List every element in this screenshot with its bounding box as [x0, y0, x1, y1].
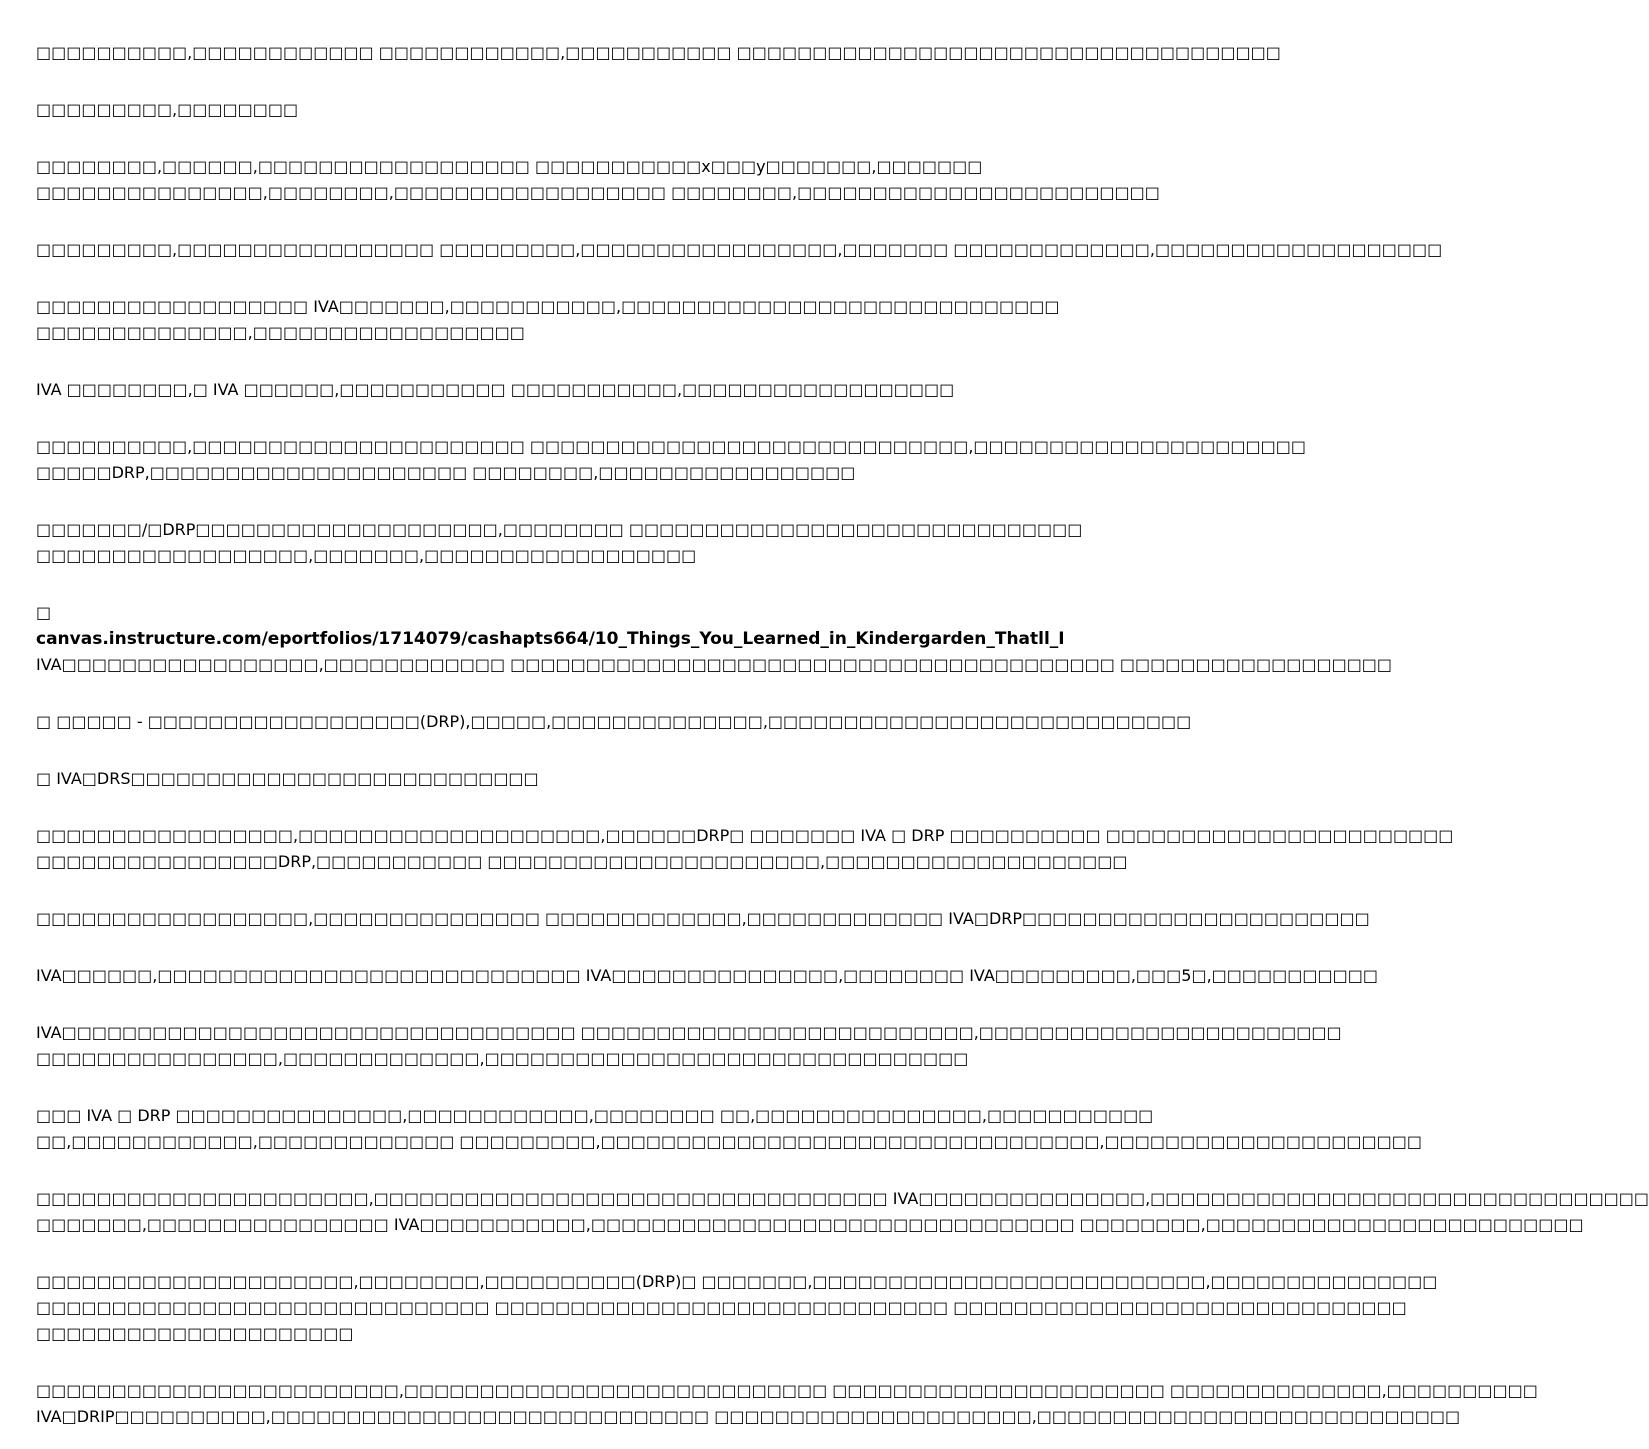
paragraph [36, 97, 990, 123]
text-line: □□□□□□□□□□,□□□□□□□□□□□□□□□□□□□□□□ □□□□□□□□□□□□□□□□□□□□□□□□□□□□□,□□□□□□□□□□□□□□□□□□□□□□ [36, 437, 1306, 456]
paragraph [36, 517, 1083, 569]
paragraph [36, 1269, 1438, 1347]
paragraph [36, 237, 1443, 263]
text-line: □□□□□□□□□□□□□□□□□□ IVA□□□□□□□,□□□□□□□□□□□,□□□□□□□□□□□□□□□□□□□□□□□□□□□□□ [36, 297, 1060, 316]
paragraph [36, 823, 1454, 875]
paragraph [36, 963, 1378, 989]
text-line: □□□□□DRP,□□□□□□□□□□□□□□□□□□□□□ □□□□□□□□,□□□□□□□□□□□□□□□□□ [36, 463, 856, 482]
text-line: IVA□□□□□□,□□□□□□□□□□□□□□□□□□□□□□□□□□□□ IVA□□□□□□□□□□□□□□□,□□□□□□□□ IVA□□□□□□□□□,□□□5□,□□□□□□□□□□□ [36, 966, 1378, 985]
text-line: □□□□□□□□□□□□□□□□□□,□□□□□□□,□□□□□□□□□□□□□□□□□□ [36, 546, 697, 565]
text-line: □□□□□□□□□□,□□□□□□□□□□□□ □□□□□□□□□□□□,□□□□□□□□□□□ □□□□□□□□□□□□□□□□□□□□□□□□□□□□□□□□□□□□ [36, 43, 1281, 62]
text-line: □□□□□□□□□□□□□□□,□□□□□□□□,□□□□□□□□□□□□□□□□□□ □□□□□□□□,□□□□□□□□□□□□□□□□□□□□□□□□ [36, 183, 1160, 202]
text-line: IVA□□□□□□□□□□□□□□□□□□□□□□□□□□□□□□□□□□ □□□□□□□□□□□□□□□□□□□□□□□□□□,□□□□□□□□□□□□□□□□□□□□□□□□ [36, 1023, 1342, 1042]
eportfolio-link[interactable]: canvas.instructure.com/eportfolios/1714079/cashapts664/10_Things_You_Learned_in_Kindergarden_Thatll_I [36, 629, 1065, 649]
text-line: □ □□□□□ - □□□□□□□□□□□□□□□□□□(DRP),□□□□□,□□□□□□□□□□□□□□,□□□□□□□□□□□□□□□□□□□□□□□□□□□□ [36, 712, 1192, 731]
text-line: IVA □□□□□□□□,□ IVA □□□□□□,□□□□□□□□□□□ □□□□□□□□□□□,□□□□□□□□□□□□□□□□□□ [36, 380, 955, 399]
text-line: □ [36, 603, 52, 622]
text-line: □□□□□□□□□□□□□□□□□□□□□□□□,□□□□□□□□□□□□□□□□□□□□□□□□□□□□ □□□□□□□□□□□□□□□□□□□□□□ □□□□□□□□□□□□□□,□□□□□□□□□□ [36, 1381, 1538, 1400]
text-line: □□□□□□□□□□□□□□□□□□□□□□□□□□□□□□ □□□□□□□□□□□□□□□□□□□□□□□□□□□□□□ □□□□□□□□□□□□□□□□□□□□□□□□□□□□□□ [36, 1298, 1407, 1317]
paragraph [36, 377, 990, 403]
text-line: □□□□□□□□□□□□□□□□□□,□□□□□□□□□□□□□□□ □□□□□□□□□□□□□,□□□□□□□□□□□□□ IVA□DRP□□□□□□□□□□□□□□□□□□□□□□□ [36, 909, 1370, 928]
text-line: □□□□□□□□,□□□□□□,□□□□□□□□□□□□□□□□□□ □□□□□□□□□□□x□□□y□□□□□□□,□□□□□□□ [36, 157, 983, 176]
text-line: □□,□□□□□□□□□□□□,□□□□□□□□□□□□□ □□□□□□□□□,□□□□□□□□□□□□□□□□□□□□□□□□□□□□□□□□□,□□□□□□□□□□□□□□□□□□□□□ [36, 1132, 1422, 1151]
text-line: □ IVA□DRS□□□□□□□□□□□□□□□□□□□□□□□□□□□ [36, 769, 539, 788]
text-line: □□□□□□□□□,□□□□□□□□□□□□□□□□□ □□□□□□□□□,□□□□□□□□□□□□□□□□□,□□□□□□□ □□□□□□□□□□□□□,□□□□□□□□□□□□□□□□□□□ [36, 240, 1443, 259]
text-line: □□□□□□□,□□□□□□□□□□□□□□□□ IVA□□□□□□□□□□□,□□□□□□□□□□□□□□□□□□□□□□□□□□□□□□□□ □□□□□□□□,□□□□□□□□□□□□□□□□□□□□□□□□□ [36, 1215, 1584, 1234]
paragraph [36, 1103, 1422, 1155]
paragraph [36, 1186, 1649, 1238]
paragraph [36, 906, 1370, 932]
paragraph [36, 434, 1306, 486]
paragraph [36, 1020, 1342, 1072]
paragraph-with-link [36, 600, 1393, 678]
paragraph [36, 766, 990, 792]
paragraph [36, 294, 1060, 346]
text-line: □□□□□□□□□□□□□□□□□□□□□ [36, 1324, 354, 1343]
text-line: □□□□□□□□□□□□□□□□□□□□□,□□□□□□□□,□□□□□□□□□□(DRP)□ □□□□□□□,□□□□□□□□□□□□□□□□□□□□□□□□□□,□□□□□□□□□□□□□□□ [36, 1272, 1438, 1291]
text-line: □□□ IVA □ DRP □□□□□□□□□□□□□□□,□□□□□□□□□□□□,□□□□□□□□ □□,□□□□□□□□□□□□□□□,□□□□□□□□□□□ [36, 1106, 1154, 1125]
text-line: □□□□□□□□□□□□□□□□□,□□□□□□□□□□□□□□□□□□□□,□□□□□□DRP□ □□□□□□□ IVA □ DRP □□□□□□□□□□ □□□□□□□□□□□□□□□□□□□□□□□ [36, 826, 1454, 845]
text-line: □□□□□□□□□□□□□□□□,□□□□□□□□□□□□□,□□□□□□□□□□□□□□□□□□□□□□□□□□□□□□□□ [36, 1049, 969, 1068]
text-line: □□□□□□□/□DRP□□□□□□□□□□□□□□□□□□□□,□□□□□□□□ □□□□□□□□□□□□□□□□□□□□□□□□□□□□□□ [36, 520, 1083, 539]
text-line: □□□□□□□□□□□□□□□□DRP,□□□□□□□□□□□ □□□□□□□□□□□□□□□□□□□□□□,□□□□□□□□□□□□□□□□□□□□ [36, 852, 1128, 871]
text-line: □□□□□□□□□□□□□□□□□□□□□□,□□□□□□□□□□□□□□□□□□□□□□□□□□□□□□□□□□ IVA□□□□□□□□□□□□□□□,□□□□□□□□□□□□□□□□□□□□□□□□□□□□□□□□□ [36, 1189, 1649, 1208]
text-line: IVA□DRIP□□□□□□□□□□,□□□□□□□□□□□□□□□□□□□□□□□□□□□□□ □□□□□□□□□□□□□□□□□□□□□,□□□□□□□□□□□□□□□□□□□□□□□□□□□□ [36, 1407, 1461, 1426]
paragraph [36, 709, 1192, 735]
text-line: □□□□□□□□□□□□□□,□□□□□□□□□□□□□□□□□□ [36, 323, 525, 342]
paragraph [36, 40, 1281, 66]
paragraph [36, 154, 1160, 206]
text-line: □□□□□□□□□,□□□□□□□□ [36, 100, 299, 119]
paragraph [36, 1378, 1538, 1430]
text-line: IVA□□□□□□□□□□□□□□□□□,□□□□□□□□□□□□ □□□□□□□□□□□□□□□□□□□□□□□□□□□□□□□□□□□□□□□□ □□□□□□□□□□□□□□□□□□ [36, 655, 1393, 674]
